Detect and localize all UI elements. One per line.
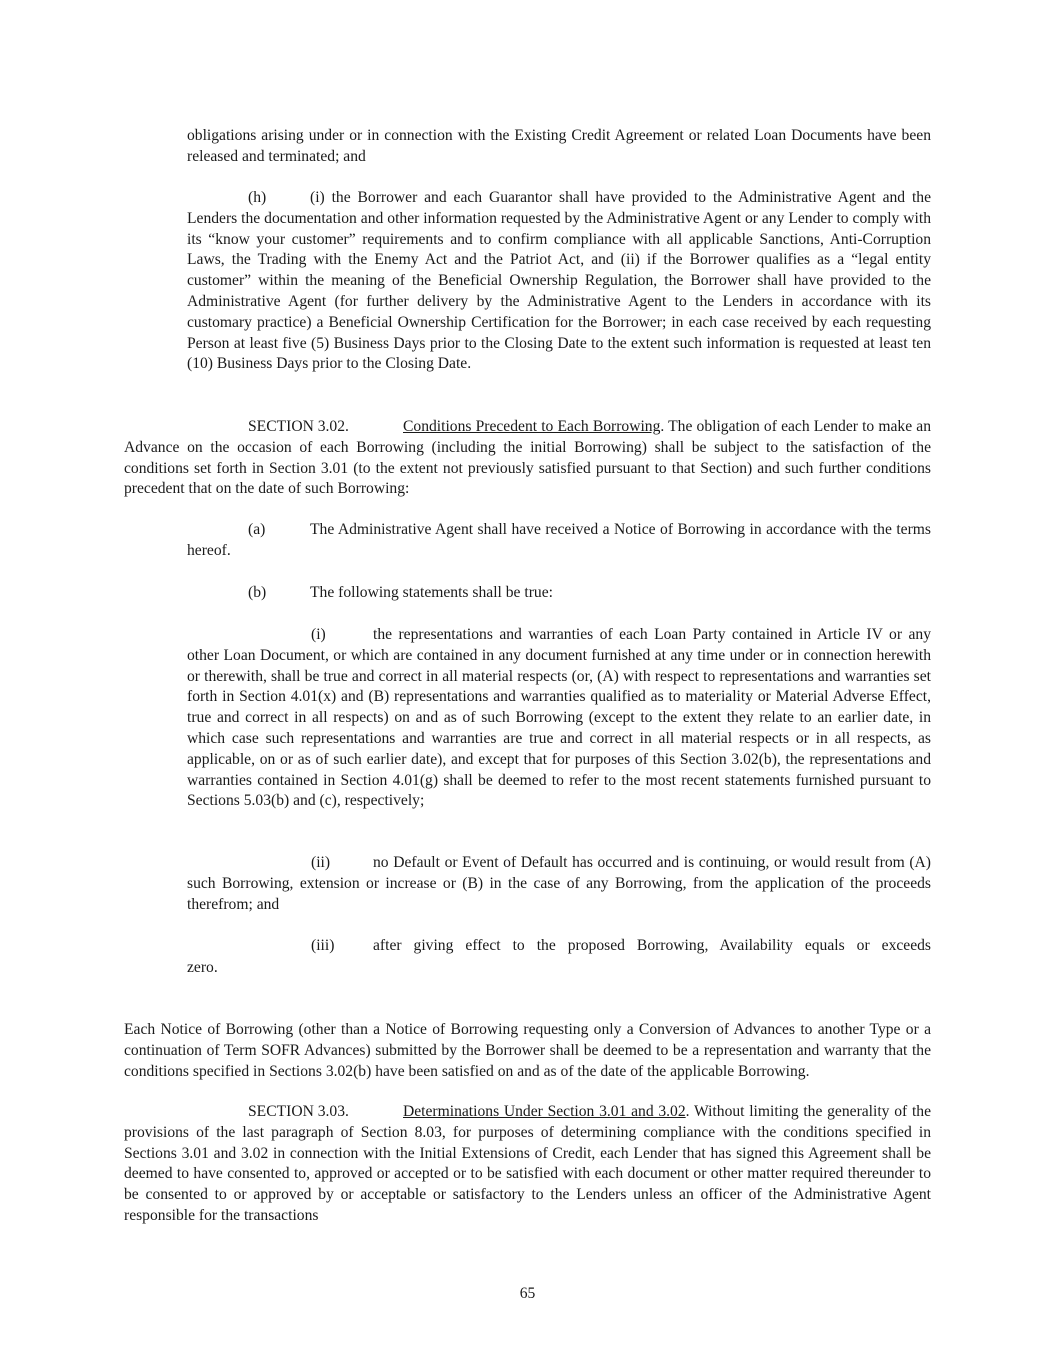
item-label: (i) <box>311 626 326 643</box>
item-label: (h) <box>248 189 267 206</box>
paragraph-iii <box>187 936 931 957</box>
paragraph-h <box>187 188 931 375</box>
paragraph-text: after giving effect to the proposed Borrowing, Availability equals or exceeds <box>373 937 931 954</box>
paragraph-text: . Without limiting the generality of the provisions of the last paragraph of Section 8.03, for purposes of determining compliance with the conditions specified in Sections 3.01 and 3.02 in connection with the Initial Extensions of Credit, each Lender that has signed this Agreement shall be deemed to have consented to, approved or accepted or to be satisfied with each document or other matter required thereunder to be consented to or approved by or acceptable or satisfactory to the Lenders unless an officer of the Administrative Agent responsible for the transactions <box>124 1103 931 1224</box>
paragraph-text: The following statements shall be true: <box>310 584 553 601</box>
paragraph-iii-tail: zero. <box>187 959 218 976</box>
item-label: (a) <box>248 521 266 538</box>
paragraph-continuation <box>187 126 931 168</box>
paragraph-text: obligations arising under or in connection with the Existing Credit Agreement or related Loan Documents have been released and terminated; and <box>187 127 931 165</box>
paragraph-text: Each Notice of Borrowing (other than a Notice of Borrowing requesting only a Conversion of Advances to another Type or a continuation of Term SOFR Advances) submitted by the Borrower shall be deemed to be a representation and warranty that the conditions specified in Sections 3.02(b) have been satisfied on and as of the date of the applicable Borrowing. <box>124 1021 931 1080</box>
paragraph-text: (i) the Borrower and each Guarantor shall have provided to the Administrative Agent and the Lenders the documentation and other information requested by the Administrative Agent or any Lender to comply with its “know your customer” requirements and to confirm compliance with all applicable Sanctions, Anti-Corruption Laws, the Trading with the Enemy Act and the Patriot Act, and (ii) if the Borrower qualifies as a “legal entity customer” within the meaning of the Beneficial Ownership Regulation, the Borrower shall have provided to the Administrative Agent (for further delivery by the Administrative Agent to the Lenders in accordance with its customary practice) a Beneficial Ownership Certification for the Borrower; in each case received by each requesting Person at least five (5) Business Days prior to the Closing Date to the extent such information is requested at least ten (10) Business Days prior to the Closing Date. <box>187 189 931 373</box>
paragraph-b <box>187 583 931 604</box>
paragraph-text: The Administrative Agent shall have received a Notice of Borrowing in accordance with the terms hereof. <box>187 521 931 559</box>
paragraph-i <box>187 625 931 812</box>
paragraph-text: no Default or Event of Default has occurred and is continuing, or would result from (A) such Borrowing, extension or increase or (B) in the case of any Borrowing, from the application of the proceeds therefrom; and <box>187 854 931 913</box>
item-label: (ii) <box>311 854 331 871</box>
page-number: 65 <box>519 1285 536 1302</box>
section-number: SECTION 3.02. <box>248 418 349 435</box>
item-label: (b) <box>248 584 267 601</box>
section-3-03 <box>124 1102 931 1227</box>
paragraph-ii <box>187 853 931 915</box>
paragraph-text: . The obligation of each Lender to make an Advance on the occasion of each Borrowing (including the initial Borrowing) shall be subject to the satisfaction of the conditions set forth in Section 3.01 (to the extent not previously satisfied pursuant to that Section) and such further conditions precedent that on the date of such Borrowing: <box>124 418 931 498</box>
section-title: Conditions Precedent to Each Borrowing <box>403 418 661 435</box>
paragraph-text: the representations and warranties of each Loan Party contained in Article IV or any other Loan Document, or which are contained in any document furnished at any time under or in connection herewith or therewith, shall be true and correct in all material respects (or, (A) with respect to representations and warranties set forth in Section 4.01(x) and (B) representations and warranties qualified as to materiality or Material Adverse Effect, true and correct in all respects) on and as of such Borrowing (except to the extent they relate to an earlier date, in which case such representations and warranties are true and correct in all material respects or in all respects, as applicable, on or as of such earlier date), and except that for purposes of this Section 3.02(b), the representations and warranties contained in Section 4.01(g) shall be deemed to refer to the most recent statements furnished pursuant to Sections 5.03(b) and (c), respectively; <box>187 626 931 810</box>
section-title: Determinations Under Section 3.01 and 3.02 <box>403 1103 686 1120</box>
item-label: (iii) <box>311 937 335 954</box>
paragraph-a <box>187 520 931 562</box>
paragraph-each-notice <box>124 1020 931 1082</box>
section-3-02 <box>124 417 931 500</box>
section-number: SECTION 3.03. <box>248 1103 349 1120</box>
